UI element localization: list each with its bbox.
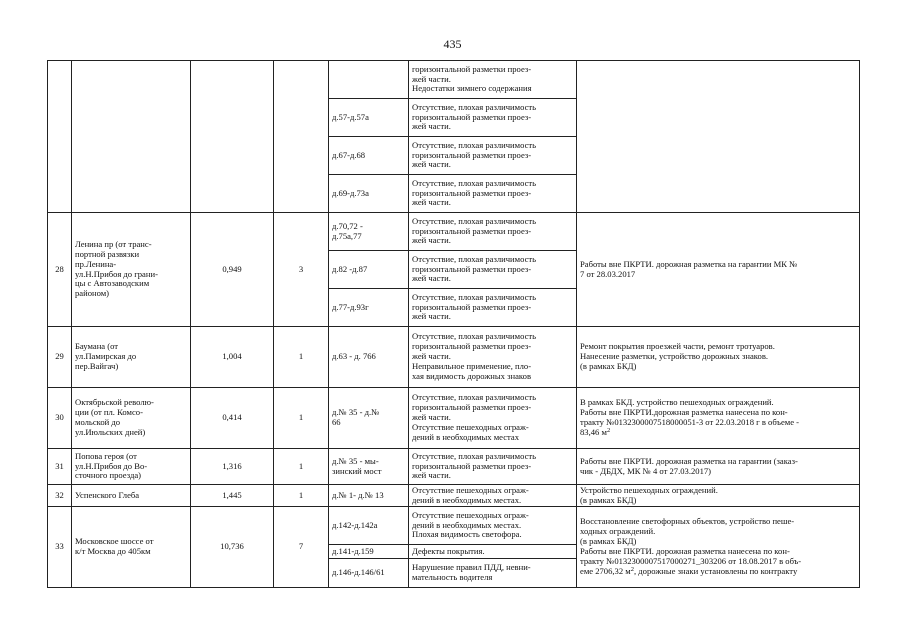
street-name: Успенского Глеба: [72, 485, 191, 507]
row-number: 32: [48, 485, 72, 507]
segment-range: [329, 61, 409, 99]
works-description: [577, 327, 860, 388]
segment-range: д.57-д.57а: [329, 99, 409, 137]
lanes-count: 7: [274, 507, 329, 588]
defect-description: Отсутствие, плохая различимость горизонтальной разметки проез- жей части. Неправильное применение, пло- хая видимость дорожных знаков: [409, 327, 577, 388]
works-description: [577, 449, 860, 485]
lanes-count: 1: [274, 388, 329, 449]
segment-range: д.70,72 - д.75а,77: [329, 213, 409, 251]
segment-range: д.№ 35 - мы- зинский мост: [329, 449, 409, 485]
section-length: 0,949: [191, 213, 274, 327]
defect-description: горизонтальной разметки проез- жей части. Недостатки зимнего содержания: [409, 61, 577, 99]
page-number: 435: [443, 37, 462, 51]
lanes-count: [274, 61, 329, 213]
defect-description: Отсутствие, плохая различимость горизонтальной разметки проез- жей части.: [409, 99, 577, 137]
works-text-tail: , дорожные знаки установлены по контракту: [633, 565, 798, 576]
defect-description: Отсутствие, плохая различимость горизонтальной разметки проез- жей части.: [409, 213, 577, 251]
section-length: 0,414: [191, 388, 274, 449]
row-number: 28: [48, 213, 72, 327]
street-name: Ленина пр (от транс- портной развязки пр.Ленина- ул.Н.Прибоя до грани- цы с Автозаводским районом): [72, 213, 191, 327]
segment-range: д.69-д.73а: [329, 175, 409, 213]
works-text: Работы вне ПКРТИ. дорожная разметка на гарантии (заказ- чик - ДБДХ, МК № 4 от 27.03.2017): [580, 455, 798, 476]
defect-description: Нарушение правил ПДД, невни- мательность водителя: [409, 559, 577, 588]
works-description: [577, 507, 860, 588]
table-row: [48, 485, 860, 507]
street-name: Баумана (от ул.Памирская до пер.Вайгач): [72, 327, 191, 388]
lanes-count: 1: [274, 485, 329, 507]
works-description: [577, 485, 860, 507]
defect-description: Отсутствие, плохая различимость горизонтальной разметки проез- жей части.: [409, 289, 577, 327]
defect-description: Отсутствие, плохая различимость горизонтальной разметки проез- жей части.: [409, 175, 577, 213]
section-length: 1,004: [191, 327, 274, 388]
row-number: 30: [48, 388, 72, 449]
defect-description: Отсутствие, плохая различимость горизонтальной разметки проез- жей части.: [409, 449, 577, 485]
segment-range: д.82 -д.87: [329, 251, 409, 289]
section-length: 1,445: [191, 485, 274, 507]
works-unit-superscript: 2: [630, 565, 634, 573]
works-text: В рамках БКД. устройство пешеходных ограждений. Работы вне ПКРТИ.дорожная разметка нанесена по кон- тракту №0132300007518000051-3 от 22.03.2018 г в объеме - 83,46 м: [580, 397, 800, 437]
defect-description: Отсутствие пешеходных ограж- дений в необходимых местах.: [409, 485, 577, 507]
segment-range: д.67-д.68: [329, 137, 409, 175]
section-length: 10,736: [191, 507, 274, 588]
segment-range: д.146-д.146/61: [329, 559, 409, 588]
table-row: [48, 327, 860, 388]
lanes-count: 3: [274, 213, 329, 327]
row-number: 33: [48, 507, 72, 588]
lanes-count: 1: [274, 449, 329, 485]
table-row: [48, 61, 860, 99]
road-defects-table: [47, 60, 860, 588]
table-row: [48, 449, 860, 485]
works-description: [577, 388, 860, 449]
row-number: [48, 61, 72, 213]
table-row: [48, 507, 860, 545]
works-unit-superscript: 2: [606, 426, 611, 434]
street-name: Октябрьской револю- ции (от пл. Комсо- мольской до ул.Июльских дней): [72, 388, 191, 449]
defect-description: Отсутствие, плохая различимость горизонтальной разметки проез- жей части.: [409, 137, 577, 175]
defect-description: Отсутствие, плохая различимость горизонтальной разметки проез- жей части.: [409, 251, 577, 289]
row-number: 31: [48, 449, 72, 485]
works-description: [577, 213, 860, 327]
segment-range: д.77-д.93г: [329, 289, 409, 327]
works-text: Работы вне ПКРТИ. дорожная разметка на гарантии МК № 7 от 28.03.2017: [580, 258, 798, 279]
street-name: Попова героя (от ул.Н.Прибоя до Во- сточного проезда): [72, 449, 191, 485]
row-number: 29: [48, 327, 72, 388]
lanes-count: 1: [274, 327, 329, 388]
works-text: Ремонт покрытия проезжей части, ремонт тротуаров. Нанесение разметки, устройство дорожных знаков. (в рамках БКД): [580, 341, 775, 371]
defect-description: Отсутствие пешеходных ограж- дений в необходимых местах. Плохая видимость светофора.: [409, 507, 577, 545]
works-description: [577, 61, 860, 213]
defect-description: Дефекты покрытия.: [409, 545, 577, 559]
works-text: Устройство пешеходных ограждений. (в рамках БКД): [580, 484, 718, 505]
segment-range: д.142-д.142а: [329, 507, 409, 545]
segment-range: д.63 - д. 766: [329, 327, 409, 388]
section-length: [191, 61, 274, 213]
street-name: [72, 61, 191, 213]
table-row: [48, 388, 860, 449]
section-length: 1,316: [191, 449, 274, 485]
segment-range: д.141-д.159: [329, 545, 409, 559]
defect-description: Отсутствие, плохая различимость горизонтальной разметки проез- жей части. Отсутствие пешеходных ограж- дений в необходимых местах: [409, 388, 577, 449]
segment-range: д.№ 1- д.№ 13: [329, 485, 409, 507]
segment-range: д.№ 35 - д.№ 66: [329, 388, 409, 449]
works-text: Восстановление светофорных объектов, устройство пеше- ходных ограждений. (в рамках БКД) Работы вне ПКРТИ. дорожная разметка нанесена по кон- тракту №0132300007517000271_303206 от 18.08.2017 в объ- еме 2706,32 м: [580, 516, 802, 576]
street-name: Московское шоссе от к/т Москва до 405км: [72, 507, 191, 588]
table-row: [48, 213, 860, 251]
